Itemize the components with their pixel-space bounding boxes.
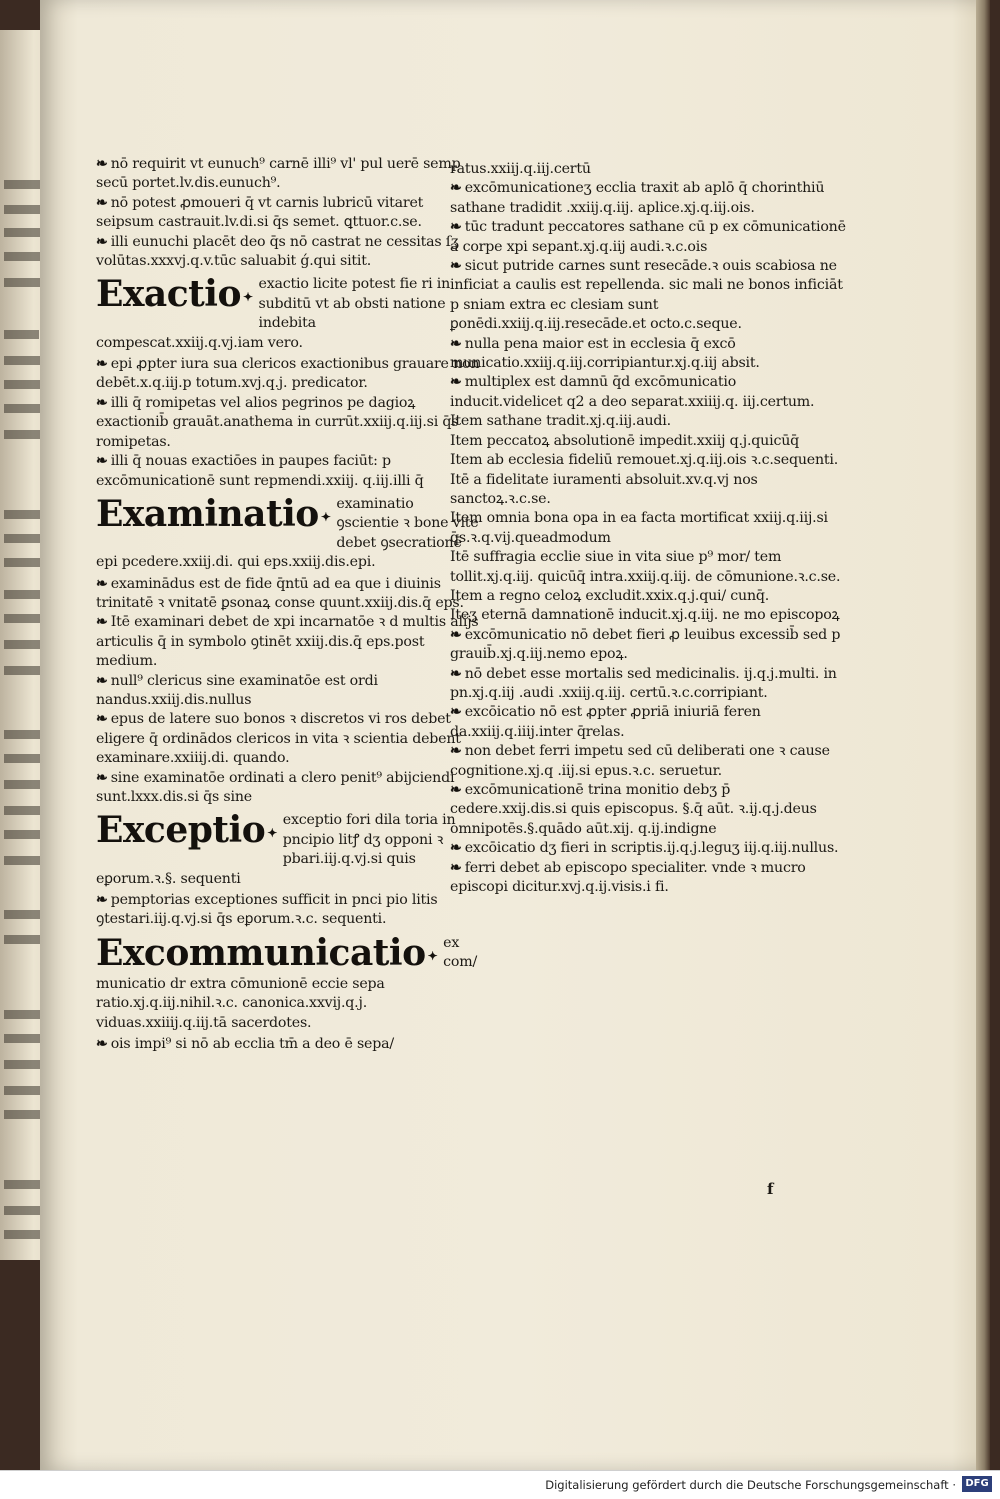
paragraph-mark-icon — [450, 374, 462, 390]
entry-text: excōmunicationē trina monitio debʒ p̄ cedere.xxij.dis.si quis episcopus. §.q̄ aūt. ꝛ.ij.q.j.deus omnipotēs.§.quādo aūt.xij. q.ij.indigne — [450, 782, 817, 837]
footer-bar — [0, 1470, 1000, 1499]
entry-text: Item sathane tradit.xj.q.iij.audi. — [450, 413, 671, 430]
heading-entry — [96, 931, 480, 1033]
index-entry — [96, 233, 480, 272]
paragraph-mark-icon — [450, 666, 462, 682]
index-entry — [96, 769, 480, 808]
index-entry — [96, 394, 480, 452]
heading-word: Exceptio ✦ — [96, 811, 277, 852]
entry-text: Item a regno celoꝝ excludit.xxix.q.j.qui/ cunq̄. — [450, 587, 770, 604]
index-entry — [450, 218, 850, 257]
paragraph-mark-icon — [96, 1036, 108, 1052]
index-entry — [450, 839, 850, 858]
index-entry — [96, 194, 480, 233]
dfg-logo: DFG — [962, 1476, 992, 1492]
paragraph-mark-icon — [450, 704, 462, 720]
entry-text: illi q̄ romipetas vel alios pegrinos pe dagioꝝ exactionib̄ grauāt.anathema in currūt.xxiij.q.iij.si q̄s romipetas. — [96, 394, 459, 450]
entry-text: ratus.xxiij.q.iij.certū — [450, 161, 591, 177]
footer-credit: Digitalisierung gefördert durch die Deutsche Forschungsgemeinschaft · — [545, 1478, 956, 1492]
index-line — [450, 548, 850, 587]
index-entry — [450, 781, 850, 839]
entry-text: Iteʒ eternā damnationē inducit.xj.q.iij. ne mo episcopoꝝ — [450, 607, 840, 624]
index-line — [450, 471, 850, 510]
index-line — [450, 432, 850, 451]
entry-text: Itē examinari debet de xpi incarnatōe ꝛ d multis alijs articulis q̄ in symbolo ꝯtinēt xxiij.dis.q̄ eps.post medium. — [96, 614, 479, 670]
index-line — [450, 412, 850, 431]
paragraph-mark-icon — [96, 576, 108, 592]
right-column — [450, 160, 850, 897]
entry-text: tūc tradunt peccatores sathane cū p ex cōmunicationē a corpe xpi sepant.xj.q.iij audi.ꝛ.c.ois — [450, 219, 846, 255]
index-entry — [96, 891, 480, 930]
index-line — [450, 451, 850, 470]
index-entry — [450, 257, 850, 335]
entry-text: excōmunicatio nō debet fieri ꝓ leuibus excessib̄ sed p grauib̄.xj.q.iij.nemo epoꝝ. — [450, 626, 841, 663]
entry-text: ex com/ municatio dr extra cōmunionē eccie sepa ratio.xj.q.iij.nihil.ꝛ.c. canonica.xxvij.q.j. viduas.xxiiij.q.iij.tā sacerdotes. — [96, 934, 478, 1031]
paragraph-mark-icon — [96, 395, 108, 411]
entry-text: excōmunicationeʒ ecclia traxit ab aplō q̄ chorinthiū sathane tradidit .xxiij.q.iij. aplice.xj.q.iij.ois. — [450, 180, 825, 216]
index-entry — [450, 335, 850, 374]
paragraph-mark-icon — [96, 614, 108, 630]
entry-text: sine examinatōe ordinati a clero penit⁹ abijciendi sunt.lxxx.dis.si q̄s sine — [96, 769, 455, 805]
paragraph-mark-icon — [450, 782, 462, 798]
paragraph-mark-icon — [96, 770, 108, 786]
entry-text: null⁹ clericus sine examinatōe est ordi nandus.xxiij.dis.nullus — [96, 672, 378, 708]
paragraph-mark-icon — [96, 711, 108, 727]
paragraph-mark-icon — [450, 258, 462, 274]
paragraph-mark-icon — [96, 195, 108, 211]
entry-text: excōicatio nō est ꝓpter ꝓpriā iniuriā feren da.xxiij.q.iiij.inter q̄relas. — [450, 704, 761, 740]
entry-text: exceptio fori dila toria in pncipio litꝭ dʒ opponi ꝛ pbari.iij.q.vj.si quis eꝑorum.ꝛ.§. sequenti — [96, 812, 456, 887]
paragraph-mark-icon — [96, 234, 108, 250]
paragraph-mark-icon — [96, 356, 108, 372]
catchword: f — [767, 1180, 774, 1198]
entry-text: examinatio ꝯscientie ꝛ bone vite debet ꝯsecrationē epi pcedere.xxiij.di. qui eps.xxiij.dis.epi. — [96, 495, 479, 571]
entry-text: pemptorias exceptiones sufficit in pnci pio litis ꝯtestari.iij.q.vj.si q̄s eꝑorum.ꝛ.c. sequenti. — [96, 892, 438, 928]
index-entry — [96, 155, 480, 194]
index-entry — [450, 179, 850, 218]
entry-text: sicut putride carnes sunt resecāde.ꝛ ouis scabiosa ne inficiat a caulis est repellenda. sic mali ne bonos inficiāt p sniam extra ec clesiam sunt ꝑonēdi.xxiij.q.iij.resecāde.et octo.c.seque. — [450, 258, 843, 333]
paragraph-mark-icon — [450, 860, 462, 876]
heading-word: Excommunicatio ✦ — [96, 934, 437, 975]
paragraph-mark-icon — [450, 840, 462, 856]
entry-text: illi q̄ nouas exactiōes in paupes faciūt: p excōmunicationē sunt repmendi.xxiij. q.iij.illi q̄ — [96, 453, 424, 489]
paragraph-mark-icon — [96, 673, 108, 689]
entry-text: excōicatio dʒ fieri in scriptis.ij.q.j.leguʒ iij.q.iij.nullus. — [464, 840, 839, 857]
heading-word: Examinatio ✦ — [96, 495, 330, 536]
index-entry — [450, 665, 850, 704]
heading-entry — [96, 275, 480, 353]
entry-text: nō potest ꝓmoueri q̄ vt carnis lubricū vitaret seipsum castrauit.lv.di.si q̄s semet. ꝗttuor.c.se. — [96, 194, 424, 231]
index-entry — [450, 742, 850, 781]
index-entry — [450, 373, 850, 412]
entry-text: ois impi⁹ si nō ab ecclia tm̄ a deo ē sepa/ — [110, 1036, 394, 1053]
heading-word: Exactio ✦ — [96, 275, 253, 316]
paragraph-mark-icon — [450, 743, 462, 759]
index-entry — [96, 613, 480, 671]
index-line — [450, 606, 850, 625]
index-entry — [96, 672, 480, 711]
entry-text: epi ꝓpter iura sua clericos exactionibus grauare non debēt.x.q.iij.p totum.xvj.q.j. predicator. — [96, 356, 480, 392]
paragraph-mark-icon — [96, 892, 108, 908]
paragraph-mark-icon — [450, 627, 462, 643]
entry-text: Item peccatoꝝ absolutionē impedit.xxiij q.j.quicūq̄ — [450, 432, 800, 449]
paragraph-mark-icon — [450, 219, 462, 235]
entry-text: Itē suffragia ecclie siue in vita siue p⁹ mor/ tem tollit.xj.q.iij. quicūq̄ intra.xxiij.q.iij. de cōmunione.ꝛ.c.se. — [450, 549, 841, 585]
entry-text: Item omnia bona opa in ea facta mortificat xxiij.q.iij.si q̄s.ꝛ.q.vij.queadmodum — [450, 510, 828, 546]
entry-text: exactio licite potest fie ri in subditū vt ab obsti natione indebita compescat.xxiij.q.vj.iam vero. — [96, 276, 451, 351]
paragraph-mark-icon — [450, 180, 462, 196]
entry-text: illi eunuchi placēt deo q̄s nō castrat ne cessitas ſʒ volūtas.xxxvj.q.v.tūc saluabit ǵ.qui sitit. — [96, 233, 459, 270]
paragraph-mark-icon — [96, 156, 108, 172]
entry-text: Itē a fidelitate iuramenti absoluit.xv.q.vj nos sanctoꝝ.ꝛ.c.se. — [450, 471, 758, 507]
index-entry — [450, 703, 850, 742]
entry-text: nō requirit vt eunuch⁹ carnē illi⁹ vl' pul uerē semp secū portet.lv.dis.eunuch⁹. — [96, 156, 461, 192]
entry-text: ferri debet ab episcopo specialiter. vnde ꝛ mucro episcopi dicitur.xvj.q.ij.visis.i fi. — [450, 859, 806, 896]
index-line — [450, 587, 850, 606]
paragraph-mark-icon — [96, 453, 108, 469]
entry-text: examinādus est de fide q̄ntū ad ea que i diuinis trinitatē ꝛ vnitatē ꝑsonaꝝ conse quunt.xxiij.dis.q̄ eps. — [96, 575, 464, 611]
index-entry — [96, 710, 480, 768]
index-entry — [96, 1035, 480, 1054]
entry-text: non debet ferri impetu sed cū deliberati one ꝛ cause cognitione.xj.q .iij.si epus.ꝛ.c. seruetur. — [450, 743, 830, 779]
paragraph-mark-icon — [450, 336, 462, 352]
heading-entry — [96, 811, 480, 889]
entry-text: nulla pena maior est in ecclesia q̄ excō municatio.xxiij.q.iij.corripiantur.xj.q.iij absit. — [450, 335, 760, 372]
entry-text: Item ab ecclesia fideliū remouet.xj.q.iij.ois ꝛ.c.sequenti. — [450, 452, 839, 469]
left-column — [96, 155, 480, 1054]
index-entry — [96, 452, 480, 491]
page — [40, 0, 990, 1470]
index-entry — [450, 859, 850, 898]
index-line — [450, 160, 850, 179]
page-right-edge — [976, 0, 990, 1470]
entry-text: multiplex est damnū q̄d excōmunicatio inducit.videlicet q2 a deo separat.xxiiij.q. iij.certum. — [450, 374, 815, 410]
index-entry — [96, 355, 480, 394]
entry-text: nō debet esse mortalis sed medicinalis. ij.q.j.multi. in pn.xj.q.iij .audi .xxiij.q.iij. certū.ꝛ.c.corripiant. — [450, 665, 837, 701]
heading-entry — [96, 492, 480, 573]
index-entry — [450, 626, 850, 665]
entry-text: epus de latere suo bonos ꝛ discretos vi ros debet eligere q̄ ordinādos clericos in vita ꝛ scientia debent examinare.xxiiij.di. quando. — [96, 711, 461, 767]
index-line — [450, 509, 850, 548]
index-entry — [96, 575, 480, 614]
